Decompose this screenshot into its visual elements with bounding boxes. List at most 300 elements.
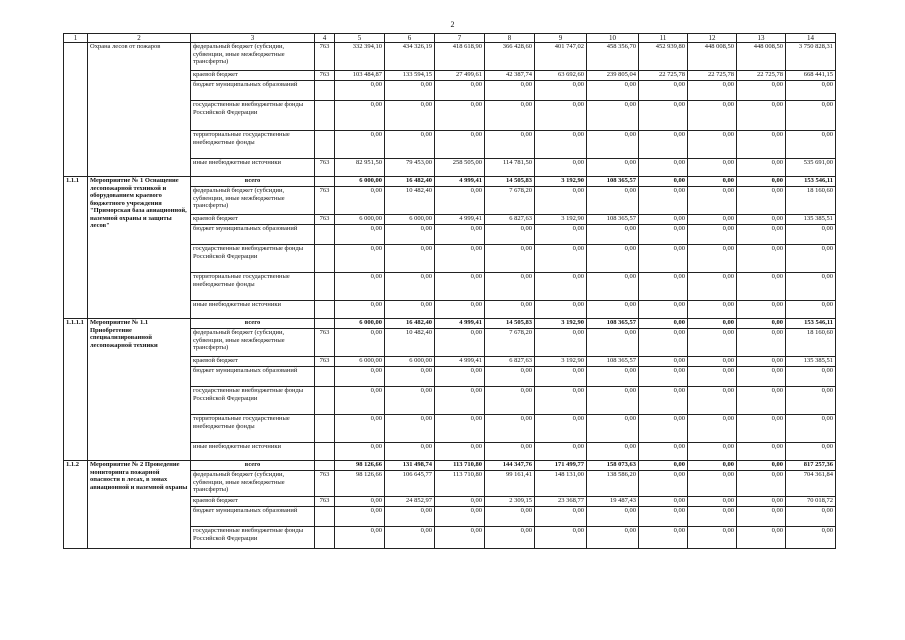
amount-cell: 82 951,50 xyxy=(335,159,385,177)
amount-cell: 99 161,41 xyxy=(485,471,535,497)
amount-cell: 0,00 xyxy=(535,273,587,301)
amount-cell: 0,00 xyxy=(385,273,435,301)
amount-cell: 448 008,50 xyxy=(737,43,786,71)
column-number-7: 7 xyxy=(435,34,485,43)
amount-cell: 0,00 xyxy=(786,245,836,273)
amount-cell: 0,00 xyxy=(335,273,385,301)
amount-cell: 0,00 xyxy=(786,507,836,527)
amount-cell: 3 192,90 xyxy=(535,357,587,367)
column-number-13: 13 xyxy=(737,34,786,43)
amount-cell: 0,00 xyxy=(587,187,639,215)
amount-cell: 171 499,77 xyxy=(535,461,587,471)
funding-source: территориальные государственные внебюджетные фонды xyxy=(191,273,315,301)
source-row xyxy=(64,43,836,71)
column-number-6: 6 xyxy=(385,34,435,43)
amount-cell: 0,00 xyxy=(587,81,639,101)
amount-cell: 0,00 xyxy=(688,159,737,177)
funding-source: государственные внебюджетные фонды Российской Федерации xyxy=(191,527,315,549)
amount-cell: 42 387,74 xyxy=(485,71,535,81)
funding-source: краевой бюджет xyxy=(191,497,315,507)
amount-cell: 6 000,00 xyxy=(385,215,435,225)
amount-cell: 817 257,36 xyxy=(786,461,836,471)
amount-cell: 458 356,70 xyxy=(587,43,639,71)
amount-cell: 0,00 xyxy=(737,81,786,101)
amount-cell: 0,00 xyxy=(587,159,639,177)
amount-cell: 7 678,20 xyxy=(485,329,535,357)
amount-cell: 0,00 xyxy=(587,101,639,131)
grbs-code xyxy=(315,415,335,443)
amount-cell: 4 999,41 xyxy=(435,215,485,225)
amount-cell: 0,00 xyxy=(435,497,485,507)
amount-cell: 4 999,41 xyxy=(435,319,485,329)
amount-cell: 22 725,78 xyxy=(639,71,688,81)
amount-cell: 0,00 xyxy=(335,101,385,131)
grbs-code: 763 xyxy=(315,159,335,177)
amount-cell: 14 505,83 xyxy=(485,319,535,329)
amount-cell: 138 586,20 xyxy=(587,471,639,497)
amount-cell: 108 365,57 xyxy=(587,319,639,329)
amount-cell: 16 482,40 xyxy=(385,319,435,329)
funding-source: федеральный бюджет (субсидии, субвенции, иные межбюджетные трансферты) xyxy=(191,329,315,357)
amount-cell: 0,00 xyxy=(385,245,435,273)
amount-cell: 0,00 xyxy=(639,357,688,367)
amount-cell: 0,00 xyxy=(535,507,587,527)
amount-cell: 0,00 xyxy=(688,225,737,245)
grbs-code xyxy=(315,527,335,549)
amount-cell: 0,00 xyxy=(688,319,737,329)
amount-cell: 0,00 xyxy=(587,507,639,527)
amount-cell: 0,00 xyxy=(737,507,786,527)
column-number-3: 3 xyxy=(191,34,315,43)
amount-cell: 106 645,77 xyxy=(385,471,435,497)
amount-cell: 6 000,00 xyxy=(335,177,385,187)
amount-cell: 0,00 xyxy=(639,507,688,527)
amount-cell: 0,00 xyxy=(535,225,587,245)
amount-cell: 366 428,60 xyxy=(485,43,535,71)
amount-cell: 0,00 xyxy=(688,461,737,471)
amount-cell: 6 000,00 xyxy=(335,319,385,329)
amount-cell: 0,00 xyxy=(435,329,485,357)
amount-cell: 0,00 xyxy=(335,245,385,273)
amount-cell: 0,00 xyxy=(639,527,688,549)
funding-source: бюджет муниципальных образований xyxy=(191,507,315,527)
amount-cell: 0,00 xyxy=(688,101,737,131)
amount-cell: 0,00 xyxy=(688,507,737,527)
amount-cell: 0,00 xyxy=(737,187,786,215)
amount-cell: 0,00 xyxy=(639,225,688,245)
amount-cell: 0,00 xyxy=(639,301,688,319)
amount-cell: 0,00 xyxy=(587,387,639,415)
amount-cell: 0,00 xyxy=(435,443,485,461)
grbs-code xyxy=(315,245,335,273)
amount-cell: 3 192,90 xyxy=(535,177,587,187)
amount-cell: 108 365,57 xyxy=(587,357,639,367)
amount-cell: 2 309,15 xyxy=(485,497,535,507)
amount-cell: 0,00 xyxy=(737,159,786,177)
amount-cell: 0,00 xyxy=(737,367,786,387)
amount-cell: 0,00 xyxy=(737,461,786,471)
grbs-code xyxy=(315,101,335,131)
grbs-code: 763 xyxy=(315,71,335,81)
amount-cell: 0,00 xyxy=(485,81,535,101)
item-title: Мероприятие № 2 Проведение мониторинга пожарной опасности в лесах, в зонах авиационной и наземной охраны xyxy=(88,461,191,549)
amount-cell: 0,00 xyxy=(435,273,485,301)
grbs-code: 763 xyxy=(315,187,335,215)
amount-cell: 0,00 xyxy=(639,461,688,471)
column-number-11: 11 xyxy=(639,34,688,43)
amount-cell: 0,00 xyxy=(535,443,587,461)
amount-cell: 239 805,04 xyxy=(587,71,639,81)
amount-cell: 0,00 xyxy=(737,415,786,443)
amount-cell: 0,00 xyxy=(587,329,639,357)
amount-cell: 4 999,41 xyxy=(435,177,485,187)
amount-cell: 98 126,66 xyxy=(335,461,385,471)
amount-cell: 0,00 xyxy=(786,81,836,101)
amount-cell: 704 361,84 xyxy=(786,471,836,497)
grbs-code xyxy=(315,387,335,415)
amount-cell: 0,00 xyxy=(485,415,535,443)
amount-cell: 0,00 xyxy=(737,443,786,461)
grbs-code xyxy=(315,301,335,319)
funding-source: иные внебюджетные источники xyxy=(191,301,315,319)
amount-cell: 0,00 xyxy=(688,177,737,187)
amount-cell: 0,00 xyxy=(485,131,535,159)
amount-cell: 114 781,50 xyxy=(485,159,535,177)
amount-cell: 0,00 xyxy=(688,215,737,225)
amount-cell: 113 710,80 xyxy=(435,461,485,471)
amount-cell: 0,00 xyxy=(485,387,535,415)
funding-source: федеральный бюджет (субсидии, субвенции, иные межбюджетные трансферты) xyxy=(191,187,315,215)
grbs-code: 763 xyxy=(315,43,335,71)
amount-cell: 98 126,66 xyxy=(335,471,385,497)
amount-cell: 0,00 xyxy=(385,81,435,101)
amount-cell: 113 710,80 xyxy=(435,471,485,497)
amount-cell: 0,00 xyxy=(639,245,688,273)
amount-cell: 535 691,00 xyxy=(786,159,836,177)
amount-cell: 135 385,51 xyxy=(786,215,836,225)
amount-cell: 18 160,60 xyxy=(786,187,836,215)
amount-cell: 0,00 xyxy=(485,527,535,549)
amount-cell: 0,00 xyxy=(385,443,435,461)
funding-source: территориальные государственные внебюджетные фонды xyxy=(191,131,315,159)
amount-cell: 0,00 xyxy=(335,131,385,159)
amount-cell: 0,00 xyxy=(688,245,737,273)
table-body xyxy=(64,34,836,549)
amount-cell: 108 365,57 xyxy=(587,215,639,225)
amount-cell: 0,00 xyxy=(535,527,587,549)
amount-cell: 0,00 xyxy=(786,131,836,159)
amount-cell: 0,00 xyxy=(335,329,385,357)
amount-cell: 0,00 xyxy=(688,443,737,461)
amount-cell: 668 441,15 xyxy=(786,71,836,81)
amount-cell: 22 725,78 xyxy=(737,71,786,81)
amount-cell: 158 073,63 xyxy=(587,461,639,471)
funding-source: всего xyxy=(191,177,315,187)
amount-cell: 0,00 xyxy=(435,387,485,415)
amount-cell: 0,00 xyxy=(385,367,435,387)
amount-cell: 4 999,41 xyxy=(435,357,485,367)
amount-cell: 0,00 xyxy=(385,507,435,527)
column-number-5: 5 xyxy=(335,34,385,43)
amount-cell: 0,00 xyxy=(535,131,587,159)
amount-cell: 0,00 xyxy=(435,245,485,273)
amount-cell: 0,00 xyxy=(535,415,587,443)
funding-source: федеральный бюджет (субсидии, субвенции, иные межбюджетные трансферты) xyxy=(191,43,315,71)
amount-cell: 0,00 xyxy=(639,187,688,215)
amount-cell: 0,00 xyxy=(688,81,737,101)
amount-cell: 0,00 xyxy=(786,273,836,301)
amount-cell: 144 347,76 xyxy=(485,461,535,471)
funding-source: краевой бюджет xyxy=(191,71,315,81)
amount-cell: 0,00 xyxy=(737,301,786,319)
amount-cell: 0,00 xyxy=(639,497,688,507)
amount-cell: 0,00 xyxy=(737,215,786,225)
amount-cell: 0,00 xyxy=(639,471,688,497)
amount-cell: 10 482,40 xyxy=(385,187,435,215)
amount-cell: 0,00 xyxy=(335,187,385,215)
funding-source: государственные внебюджетные фонды Российской Федерации xyxy=(191,101,315,131)
amount-cell: 103 484,87 xyxy=(335,71,385,81)
amount-cell: 0,00 xyxy=(485,245,535,273)
amount-cell: 0,00 xyxy=(639,131,688,159)
amount-cell: 22 725,78 xyxy=(688,71,737,81)
amount-cell: 0,00 xyxy=(435,101,485,131)
total-row xyxy=(64,319,836,329)
amount-cell: 448 008,50 xyxy=(688,43,737,71)
amount-cell: 0,00 xyxy=(335,507,385,527)
item-code: 1.1.2 xyxy=(64,461,88,549)
amount-cell: 0,00 xyxy=(688,301,737,319)
amount-cell: 0,00 xyxy=(335,387,385,415)
funding-source: иные внебюджетные источники xyxy=(191,159,315,177)
grbs-code: 763 xyxy=(315,329,335,357)
amount-cell: 0,00 xyxy=(385,415,435,443)
amount-cell: 23 368,77 xyxy=(535,497,587,507)
grbs-code xyxy=(315,367,335,387)
amount-cell: 434 326,19 xyxy=(385,43,435,71)
grbs-code xyxy=(315,461,335,471)
amount-cell: 0,00 xyxy=(535,367,587,387)
amount-cell: 0,00 xyxy=(639,367,688,387)
amount-cell: 0,00 xyxy=(435,187,485,215)
amount-cell: 153 546,11 xyxy=(786,177,836,187)
funding-source: иные внебюджетные источники xyxy=(191,443,315,461)
amount-cell: 0,00 xyxy=(639,215,688,225)
amount-cell: 0,00 xyxy=(335,301,385,319)
amount-cell: 0,00 xyxy=(535,101,587,131)
amount-cell: 0,00 xyxy=(688,527,737,549)
amount-cell: 0,00 xyxy=(737,245,786,273)
grbs-code xyxy=(315,81,335,101)
amount-cell: 0,00 xyxy=(786,443,836,461)
amount-cell: 135 385,51 xyxy=(786,357,836,367)
amount-cell: 19 487,43 xyxy=(587,497,639,507)
grbs-code xyxy=(315,443,335,461)
amount-cell: 0,00 xyxy=(335,527,385,549)
amount-cell: 0,00 xyxy=(385,225,435,245)
amount-cell: 0,00 xyxy=(737,273,786,301)
amount-cell: 0,00 xyxy=(385,387,435,415)
funding-source: государственные внебюджетные фонды Российской Федерации xyxy=(191,387,315,415)
grbs-code xyxy=(315,131,335,159)
amount-cell: 0,00 xyxy=(688,357,737,367)
amount-cell: 6 827,63 xyxy=(485,357,535,367)
funding-source: территориальные государственные внебюджетные фонды xyxy=(191,415,315,443)
amount-cell: 0,00 xyxy=(786,387,836,415)
amount-cell: 0,00 xyxy=(335,367,385,387)
amount-cell: 63 692,60 xyxy=(535,71,587,81)
amount-cell: 0,00 xyxy=(639,101,688,131)
amount-cell: 0,00 xyxy=(737,357,786,367)
amount-cell: 24 852,97 xyxy=(385,497,435,507)
amount-cell: 0,00 xyxy=(639,415,688,443)
amount-cell: 0,00 xyxy=(435,527,485,549)
amount-cell: 18 160,60 xyxy=(786,329,836,357)
amount-cell: 0,00 xyxy=(535,301,587,319)
amount-cell: 0,00 xyxy=(639,443,688,461)
amount-cell: 0,00 xyxy=(485,443,535,461)
amount-cell: 0,00 xyxy=(587,131,639,159)
amount-cell: 0,00 xyxy=(639,81,688,101)
column-number-8: 8 xyxy=(485,34,535,43)
amount-cell: 27 499,61 xyxy=(435,71,485,81)
amount-cell: 0,00 xyxy=(335,443,385,461)
column-number-12: 12 xyxy=(688,34,737,43)
column-number-2: 2 xyxy=(88,34,191,43)
item-title: Охрана лесов от пожаров xyxy=(88,43,191,177)
amount-cell: 6 000,00 xyxy=(335,215,385,225)
amount-cell: 0,00 xyxy=(737,131,786,159)
amount-cell: 0,00 xyxy=(786,527,836,549)
funding-source: бюджет муниципальных образований xyxy=(191,367,315,387)
amount-cell: 0,00 xyxy=(435,415,485,443)
amount-cell: 7 678,20 xyxy=(485,187,535,215)
amount-cell: 16 482,40 xyxy=(385,177,435,187)
amount-cell: 0,00 xyxy=(688,187,737,215)
amount-cell: 79 453,00 xyxy=(385,159,435,177)
column-number-row xyxy=(64,34,836,43)
amount-cell: 0,00 xyxy=(485,301,535,319)
amount-cell: 0,00 xyxy=(587,225,639,245)
amount-cell: 0,00 xyxy=(737,471,786,497)
amount-cell: 0,00 xyxy=(335,497,385,507)
total-row xyxy=(64,461,836,471)
amount-cell: 0,00 xyxy=(587,273,639,301)
amount-cell: 0,00 xyxy=(435,301,485,319)
funding-source: бюджет муниципальных образований xyxy=(191,81,315,101)
amount-cell: 0,00 xyxy=(587,443,639,461)
amount-cell: 0,00 xyxy=(335,81,385,101)
funding-source: всего xyxy=(191,461,315,471)
amount-cell: 0,00 xyxy=(639,159,688,177)
column-number-1: 1 xyxy=(64,34,88,43)
amount-cell: 0,00 xyxy=(688,471,737,497)
amount-cell: 0,00 xyxy=(639,177,688,187)
amount-cell: 0,00 xyxy=(786,301,836,319)
amount-cell: 0,00 xyxy=(485,367,535,387)
grbs-code: 763 xyxy=(315,497,335,507)
amount-cell: 0,00 xyxy=(535,187,587,215)
column-number-9: 9 xyxy=(535,34,587,43)
amount-cell: 3 192,90 xyxy=(535,319,587,329)
funding-source: краевой бюджет xyxy=(191,215,315,225)
amount-cell: 14 505,83 xyxy=(485,177,535,187)
amount-cell: 0,00 xyxy=(535,329,587,357)
amount-cell: 0,00 xyxy=(639,273,688,301)
item-code xyxy=(64,43,88,177)
amount-cell: 0,00 xyxy=(737,101,786,131)
item-title: Мероприятие № 1 Оснащение лесопожарной техникой и оборудованием краевого бюджетного учреждения "Приморская база авиационной, наземной охраны и защиты лесов" xyxy=(88,177,191,319)
amount-cell: 0,00 xyxy=(737,387,786,415)
funding-source: государственные внебюджетные фонды Российской Федерации xyxy=(191,245,315,273)
amount-cell: 0,00 xyxy=(335,415,385,443)
amount-cell: 0,00 xyxy=(786,367,836,387)
funding-source: федеральный бюджет (субсидии, субвенции, иные межбюджетные трансферты) xyxy=(191,471,315,497)
amount-cell: 0,00 xyxy=(535,159,587,177)
amount-cell: 70 018,72 xyxy=(786,497,836,507)
amount-cell: 0,00 xyxy=(587,367,639,387)
amount-cell: 6 000,00 xyxy=(335,357,385,367)
amount-cell: 0,00 xyxy=(435,367,485,387)
grbs-code: 763 xyxy=(315,471,335,497)
amount-cell: 0,00 xyxy=(385,301,435,319)
amount-cell: 6 000,00 xyxy=(385,357,435,367)
amount-cell: 0,00 xyxy=(688,329,737,357)
amount-cell: 133 594,15 xyxy=(385,71,435,81)
amount-cell: 0,00 xyxy=(639,387,688,415)
amount-cell: 0,00 xyxy=(385,527,435,549)
item-code: 1.1.1 xyxy=(64,177,88,319)
amount-cell: 0,00 xyxy=(737,329,786,357)
amount-cell: 0,00 xyxy=(786,225,836,245)
amount-cell: 0,00 xyxy=(737,319,786,329)
amount-cell: 0,00 xyxy=(737,527,786,549)
amount-cell: 0,00 xyxy=(385,101,435,131)
amount-cell: 0,00 xyxy=(688,367,737,387)
amount-cell: 401 747,02 xyxy=(535,43,587,71)
amount-cell: 153 546,11 xyxy=(786,319,836,329)
amount-cell: 0,00 xyxy=(639,319,688,329)
amount-cell: 0,00 xyxy=(786,415,836,443)
grbs-code xyxy=(315,177,335,187)
amount-cell: 3 750 828,31 xyxy=(786,43,836,71)
amount-cell: 0,00 xyxy=(737,225,786,245)
grbs-code xyxy=(315,273,335,301)
grbs-code: 763 xyxy=(315,215,335,225)
amount-cell: 0,00 xyxy=(587,245,639,273)
amount-cell: 0,00 xyxy=(688,273,737,301)
amount-cell: 332 394,10 xyxy=(335,43,385,71)
amount-cell: 0,00 xyxy=(535,81,587,101)
amount-cell: 0,00 xyxy=(485,225,535,245)
amount-cell: 0,00 xyxy=(639,329,688,357)
amount-cell: 0,00 xyxy=(435,507,485,527)
item-code: 1.1.1.1 xyxy=(64,319,88,461)
amount-cell: 0,00 xyxy=(435,131,485,159)
page-number: 2 xyxy=(450,20,455,29)
total-row xyxy=(64,177,836,187)
amount-cell: 0,00 xyxy=(435,225,485,245)
amount-cell: 0,00 xyxy=(485,507,535,527)
amount-cell: 3 192,90 xyxy=(535,215,587,225)
amount-cell: 0,00 xyxy=(688,497,737,507)
amount-cell: 0,00 xyxy=(587,527,639,549)
amount-cell: 0,00 xyxy=(485,101,535,131)
amount-cell: 0,00 xyxy=(786,101,836,131)
grbs-code xyxy=(315,319,335,329)
amount-cell: 6 827,63 xyxy=(485,215,535,225)
amount-cell: 131 498,74 xyxy=(385,461,435,471)
